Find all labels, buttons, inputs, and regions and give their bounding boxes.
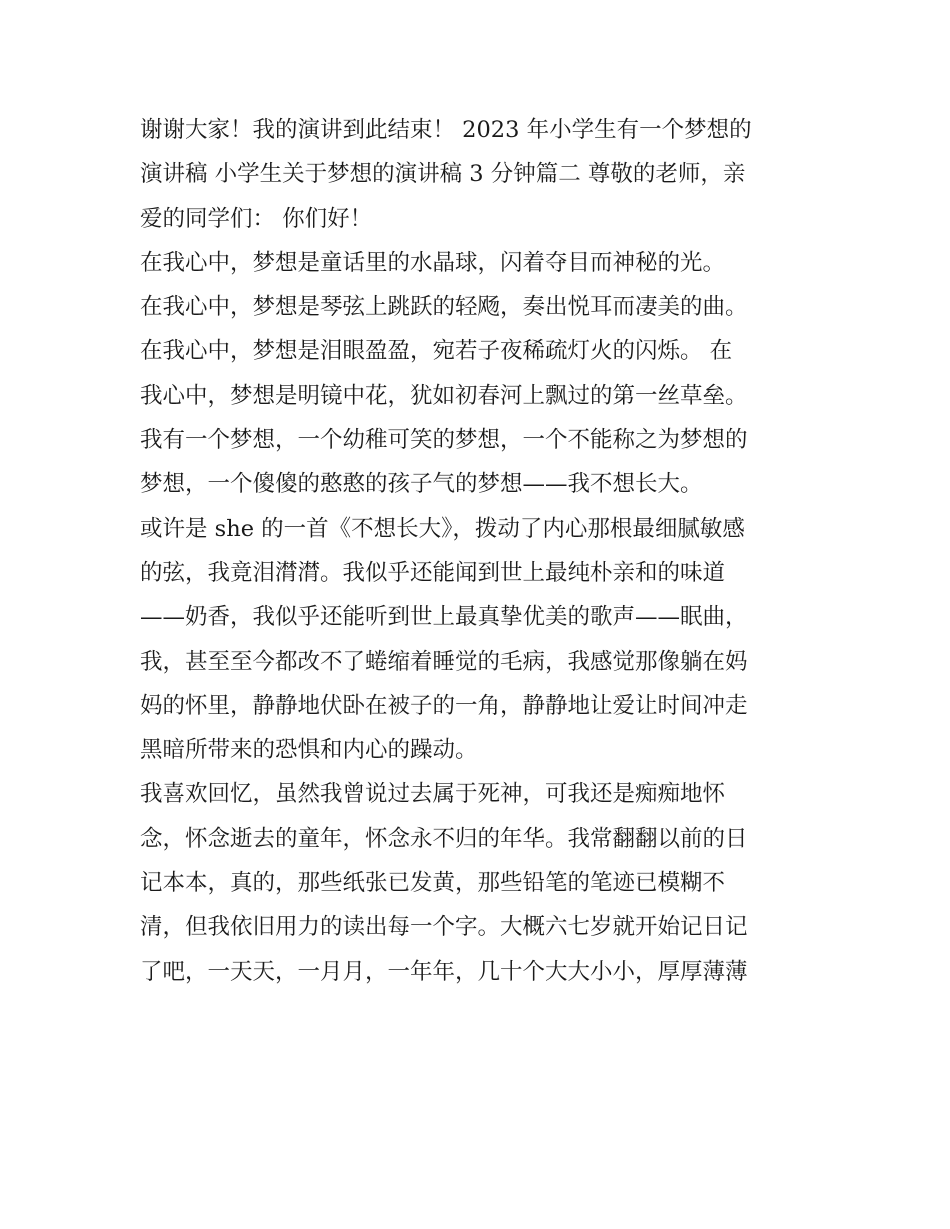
text-line: 我，甚至至今都改不了蜷缩着睡觉的毛病，我感觉那像躺在妈 bbox=[140, 648, 748, 675]
text-line: 念，怀念逝去的童年，怀念永不归的年华。我常翻翻以前的日 bbox=[140, 825, 748, 852]
text-line: 梦想，一个傻傻的憨憨的孩子气的梦想——我不想长大。 bbox=[140, 471, 703, 498]
text-line: 了吧，一天天，一月月，一年年，几十个大大小小，厚厚薄薄 bbox=[140, 958, 748, 985]
text-line: ——奶香，我似乎还能听到世上最真挚优美的歌声——眠曲， bbox=[140, 604, 748, 631]
text-line: 我心中，梦想是明镜中花，犹如初春河上飘过的第一丝草垒。 bbox=[140, 382, 748, 409]
paragraph-childhood-song bbox=[140, 507, 812, 773]
text-line: 黑暗所带来的恐惧和内心的躁动。 bbox=[140, 737, 478, 764]
text-line: 我有一个梦想，一个幼稚可笑的梦想，一个不能称之为梦想的 bbox=[140, 427, 748, 454]
paragraph-closing-and-greeting bbox=[140, 108, 812, 241]
text-line: 记本本，真的，那些纸张已发黄，那些铅笔的笔迹已模糊不 bbox=[140, 870, 726, 897]
text-line: 清，但我依旧用力的读出每一个字。大概六七岁就开始记日记 bbox=[140, 914, 748, 941]
paragraph-memories-diary bbox=[140, 772, 812, 993]
text-line: 的弦，我竟泪潸潸。我似乎还能闻到世上最纯朴亲和的味道 bbox=[140, 559, 726, 586]
text-line: 在我心中，梦想是泪眼盈盈，宛若子夜稀疏灯火的闪烁。 在 bbox=[140, 338, 733, 365]
text-line: 在我心中，梦想是琴弦上跳跃的轻飏，奏出悦耳而凄美的曲。 bbox=[140, 294, 748, 321]
text-line: 在我心中，梦想是童话里的水晶球，闪着夺目而神秘的光。 bbox=[140, 249, 726, 276]
text-line: 爱的同学们： 你们好！ bbox=[140, 205, 373, 232]
text-line: 妈的怀里，静静地伏卧在被子的一角，静静地让爱让时间冲走 bbox=[140, 692, 748, 719]
text-line: 演讲稿 小学生关于梦想的演讲稿 3 分钟篇二 尊敬的老师，亲 bbox=[140, 161, 746, 188]
document-body bbox=[140, 108, 812, 994]
paragraph-dream-metaphors bbox=[140, 241, 812, 507]
text-line: 我喜欢回忆，虽然我曾说过去属于死神，可我还是痴痴地怀 bbox=[140, 781, 726, 808]
text-line: 谢谢大家！我的演讲到此结束！ 2023 年小学生有一个梦想的 bbox=[140, 117, 752, 143]
text-line: 或许是 she 的一首《不想长大》，拨动了内心那根最细腻敏感 bbox=[140, 515, 745, 542]
